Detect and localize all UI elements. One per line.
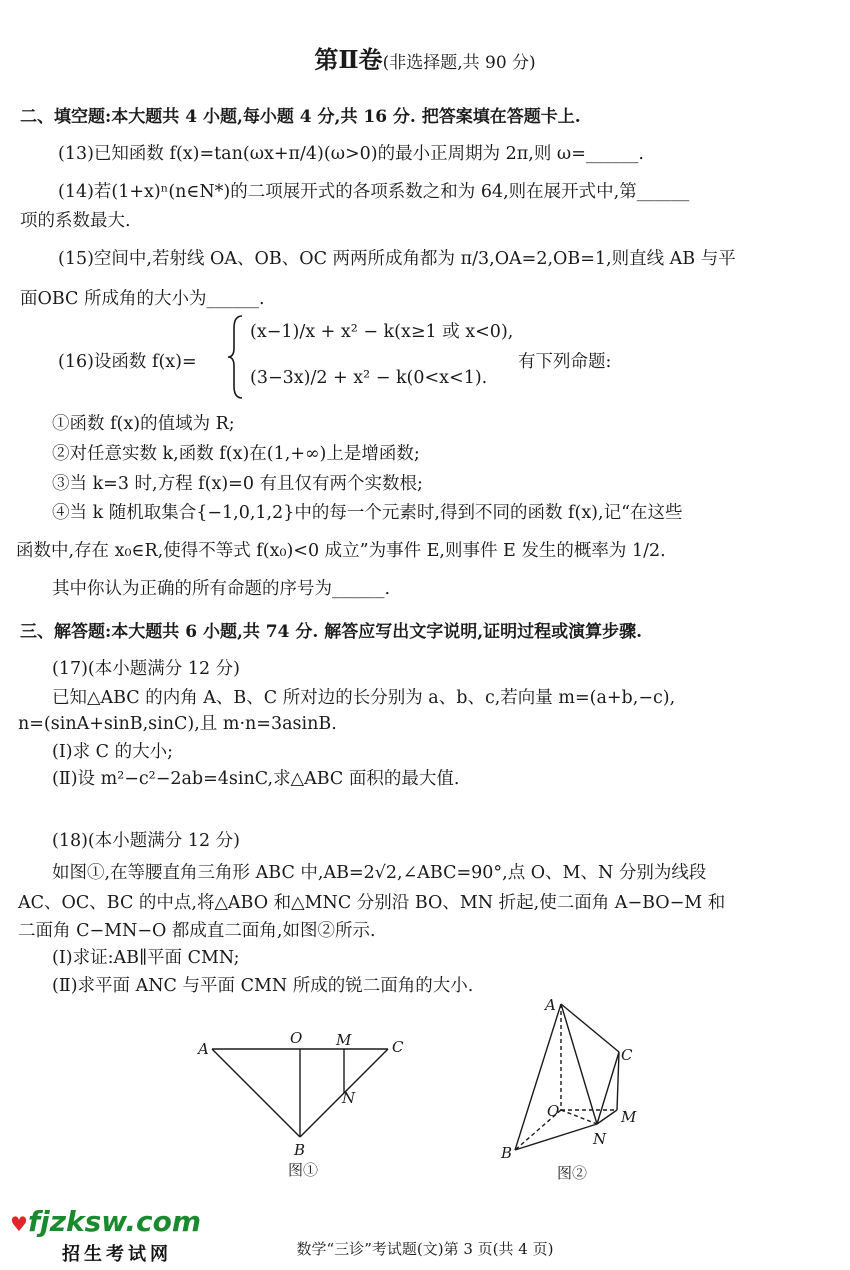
question-17-line1: 已知△ABC 的内角 A、B、C 所对边的长分别为 a、b、c,若向量 m=(a+b,−c), [52, 688, 676, 708]
question-18-line3: 二面角 C−MN−O 都成直二面角,如图②所示. [18, 921, 376, 941]
fig2-label-N: N [593, 1130, 607, 1148]
piecewise-brace [226, 312, 246, 402]
section2-heading: 二、填空题:本大题共 4 小题,每小题 4 分,共 16 分. 把答案填在答题卡上. [20, 107, 581, 127]
question-17-header: (17)(本小题满分 12 分) [52, 659, 240, 679]
paper-title [0, 40, 850, 75]
fig1-label-B: B [294, 1141, 306, 1159]
question-18-part2: (Ⅱ)求平面 ANC 与平面 CMN 所成的锐二面角的大小. [52, 976, 474, 996]
fig2-label-C: C [621, 1046, 633, 1064]
fig2-label-M: M [621, 1108, 637, 1126]
question-18-header: (18)(本小题满分 12 分) [52, 831, 240, 851]
proposition-4-line1: ④当 k 随机取集合{−1,0,1,2}中的每一个元素时,得到不同的函数 f(x),记“在这些 [52, 503, 683, 523]
fig2-label-O: O [547, 1102, 560, 1120]
question-17-part2: (Ⅱ)设 m²−c²−2ab=4sinC,求△ABC 面积的最大值. [52, 769, 460, 789]
question-16-tail: 有下列命题: [518, 352, 612, 372]
figure-2 [495, 990, 650, 1185]
question-16-case1: (x−1)/x + x² − k(x≥1 或 x<0), [250, 322, 514, 342]
question-13: (13)已知函数 f(x)=tan(ωx+π/4)(ω>0)的最小正周期为 2π,则 ω=______. [58, 144, 644, 164]
question-17-part1: (Ⅰ)求 C 的大小; [52, 742, 173, 762]
section3-heading: 三、解答题:本大题共 6 小题,共 74 分. 解答应写出文字说明,证明过程或演算步骤. [20, 622, 643, 642]
fig2-label-B: B [501, 1144, 513, 1162]
question-17-line2: n=(sinA+sinB,sinC),且 m·n=3asinB. [18, 714, 337, 734]
question-14-line1: (14)若(1+x)ⁿ(n∈N*)的二项展开式的各项系数之和为 64,则在展开式中,第______ [58, 182, 690, 202]
fig1-label-C: C [392, 1038, 404, 1056]
proposition-3: ③当 k=3 时,方程 f(x)=0 有且仅有两个实数根; [52, 474, 423, 494]
fig1-label-O: O [290, 1029, 303, 1047]
fig1-label-A: A [198, 1040, 209, 1058]
title-sub: (非选择题,共 90 分) [382, 53, 536, 73]
question-16-case2: (3−3x)/2 + x² − k(0<x<1). [250, 368, 488, 388]
question-16-ask: 其中你认为正确的所有命题的序号为______. [52, 579, 391, 599]
heart-icon: ♥ [10, 1212, 28, 1236]
question-15-line1: (15)空间中,若射线 OA、OB、OC 两两所成角都为 π/3,OA=2,OB=1,则直线 AB 与平 [58, 249, 736, 269]
question-14-line2: 项的系数最大. [20, 211, 131, 231]
question-18-part1: (Ⅰ)求证:AB∥平面 CMN; [52, 948, 240, 968]
figure-1 [190, 1025, 415, 1185]
title-main: 第Ⅱ卷 [314, 45, 383, 74]
question-18-line2: AC、OC、BC 的中点,将△ABO 和△MNC 分别沿 BO、MN 折起,使二面角 A−BO−M 和 [18, 893, 726, 913]
watermark-brand: fjzksw.com [27, 1205, 202, 1238]
question-16-lead: (16)设函数 f(x)= [58, 352, 197, 372]
page-footer: 数学“三诊”考试题(文)第 3 页(共 4 页) [296, 1240, 554, 1258]
fig1-label-M: M [336, 1031, 352, 1049]
fig2-caption: 图② [557, 1164, 588, 1182]
fig2-label-A: A [545, 996, 556, 1014]
fig1-label-N: N [342, 1089, 356, 1107]
question-18-line1: 如图①,在等腰直角三角形 ABC 中,AB=2√2,∠ABC=90°,点 O、M、N 分别为线段 [52, 863, 707, 883]
watermark-logo [10, 1205, 201, 1238]
watermark-sub: 招生考试网 [62, 1244, 172, 1265]
proposition-4-line2: 函数中,存在 x₀∈R,使得不等式 f(x₀)<0 成立”为事件 E,则事件 E 发生的概率为 1/2. [16, 541, 666, 561]
proposition-2: ②对任意实数 k,函数 f(x)在(1,+∞)上是增函数; [52, 444, 420, 464]
proposition-1: ①函数 f(x)的值域为 R; [52, 414, 235, 434]
question-15-line2: 面OBC 所成角的大小为______. [20, 289, 265, 309]
fig1-caption: 图① [288, 1161, 319, 1179]
